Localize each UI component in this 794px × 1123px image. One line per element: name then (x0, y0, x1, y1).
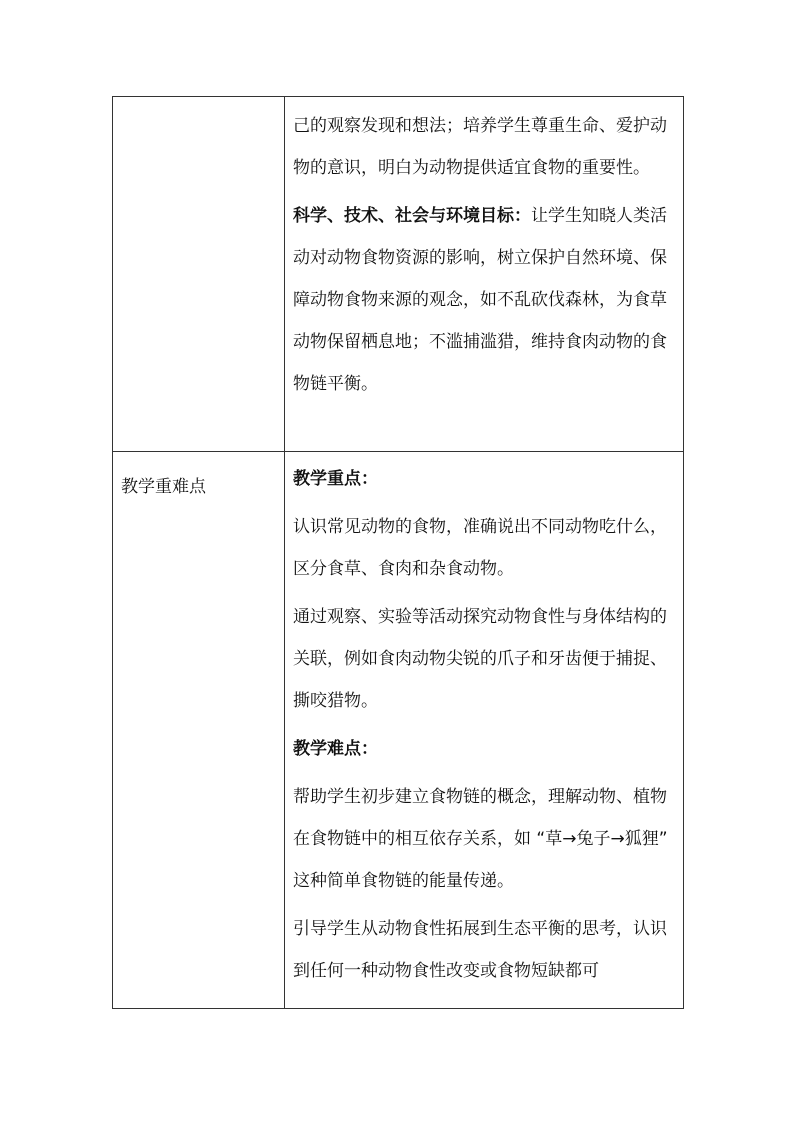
row-label-key-difficult-points: 教学重难点 (121, 477, 206, 497)
key-points-content (285, 458, 683, 992)
difficult-point-2: 引导学生从动物食性拓展到生态平衡的思考，认识到任何一种动物食性改变或食物短缺都可 (293, 919, 667, 981)
row-content-cell (285, 97, 684, 452)
difficult-points-heading: 教学难点： (293, 739, 378, 759)
key-points-heading: 教学重点： (293, 469, 378, 489)
key-point-1: 认识常见动物的食物，准确说出不同动物吃什么，区分食草、食肉和杂食动物。 (293, 517, 667, 579)
stse-goal-heading: 科学、技术、社会与环境目标： (293, 206, 531, 226)
objectives-content (285, 105, 683, 405)
row-label-cell (113, 452, 285, 1009)
difficult-point-1: 帮助学生初步建立食物链的概念，理解动物、植物在食物链中的相互依存关系，如 “草→兔子→狐狸” 这种简单食物链的能量传递。 (293, 787, 668, 891)
lesson-plan-table (112, 96, 684, 1009)
key-point-2: 通过观察、实验等活动探究动物食性与身体结构的关联，例如食肉动物尖锐的爪子和牙齿便于捕捉、撕咬猎物。 (293, 607, 667, 711)
stse-goal-paragraph (293, 195, 677, 405)
table-row-key-points (113, 452, 684, 1009)
row-label (113, 97, 284, 117)
row-content-cell (285, 452, 684, 1009)
table-row-objectives (113, 97, 684, 452)
stse-goal-text: 让学生知晓人类活动对动物食物资源的影响，树立保护自然环境、保障动物食物来源的观念，如不乱砍伐森林，为食草动物保留栖息地；不滥捕滥猎，维持食肉动物的食物链平衡。 (293, 206, 667, 394)
row-label-cell (113, 97, 285, 452)
attitude-goal-text: 己的观察发现和想法；培养学生尊重生命、爱护动物的意识，明白为动物提供适宜食物的重要性。 (293, 116, 667, 178)
